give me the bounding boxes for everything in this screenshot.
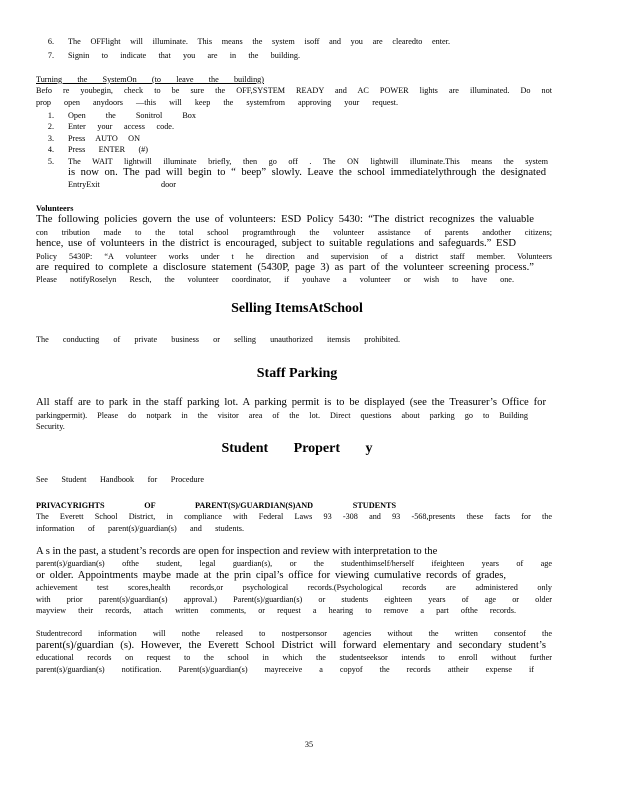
section-title: Staff Parking bbox=[256, 366, 338, 382]
paragraph-line: parent(s)/guardian(s) notification. Parent(s)/guardian(s) mayreceive a copyof the records attheir expense if bbox=[36, 664, 534, 674]
privacy-section bbox=[36, 500, 558, 534]
list-text: Press ENTER (#) bbox=[68, 145, 148, 155]
list-number: 3. bbox=[47, 133, 54, 143]
section-heading: PRIVACYRIGHTS OF PARENT(S)/GUARDIAN(S)AND STUDENTS bbox=[36, 500, 396, 510]
list-text: The OFFlight will illuminate. This means the system isoff and you are clearedto enter. bbox=[68, 37, 450, 46]
paragraph-line: The Everett School District, in compliance with Federal Laws 93 -308 and 93 -568,presents these facts for the bbox=[36, 512, 552, 522]
paragraph-line: parent(s)/guardian(s) ofthe student, legal guardian(s), or the studenthimself/herself ifeighteen years of age bbox=[36, 559, 552, 569]
paragraph-line: Studentrecord information will nothe released to nostpersonsor agencies without the written consentof the bbox=[36, 629, 552, 639]
section-title: Student Propert y bbox=[221, 441, 373, 457]
paragraph-line: All staff are to park in the staff parking lot. A parking permit is to be displayed (see the Treasurer’s Office for bbox=[36, 397, 546, 409]
list-number: 6. bbox=[47, 37, 54, 46]
paragraph-line: prop open anydoors —this will keep the systemfrom approving your request. bbox=[36, 97, 398, 107]
list-item bbox=[36, 144, 558, 155]
paragraph-line: or older. Appointments maybe made at the prin cipal’s office for viewing cumulative records of grades, bbox=[36, 569, 506, 581]
section-heading: Turning the SystemOn (to leave the building) bbox=[36, 74, 264, 84]
paragraph-line: achievement test scores,health records,or psychological records.(Psychological records are administered only bbox=[36, 583, 552, 593]
parking-section bbox=[36, 365, 558, 432]
list-text: The WAIT lightwill illuminate briefly, then go off . The ON lightwill illuminate.This means the system bbox=[68, 156, 548, 166]
document-page bbox=[36, 36, 558, 675]
list-text: Enter your access code. bbox=[68, 122, 174, 132]
paragraph-line: parkingpermit). Please do notpark in the visitor area of the lot. Direct questions about parking go to Building bbox=[36, 410, 528, 420]
volunteers-section bbox=[36, 203, 558, 286]
list-item bbox=[36, 50, 558, 61]
list-text: Press AUTO ON bbox=[68, 133, 140, 143]
section-heading: Volunteers bbox=[36, 203, 74, 213]
list-item bbox=[36, 110, 558, 121]
paragraph-line: Security. bbox=[36, 421, 65, 431]
section-title: Selling ItemsAtSchool bbox=[231, 300, 363, 316]
records-paragraph bbox=[36, 546, 558, 616]
paragraph-line: educational records on request to the school in which the studentseeksor intends to enroll without further bbox=[36, 653, 552, 663]
list-text: EntryExit door bbox=[68, 180, 176, 190]
paragraph-line: mayview their records, attach written comments, or request a hearing to remove a part ofthe records. bbox=[36, 606, 516, 615]
paragraph-line: Policy 5430P: “A volunteer works under t he direction and supervision of a district staff member. Volunteers bbox=[36, 251, 552, 261]
paragraph-line: Please notifyRoselyn Resch, the volunteer coordinator, if youhave a volunteer or wish to have one. bbox=[36, 275, 514, 285]
selling-section bbox=[36, 300, 558, 345]
list-number: 4. bbox=[47, 145, 54, 155]
list-text: is now on. The pad will begin to “ beep” slowly. Leave the school immediatelythrough the designated bbox=[68, 167, 546, 179]
paragraph-line: See Student Handbook for Procedure bbox=[36, 475, 204, 485]
paragraph-line: The following policies govern the use of volunteers: ESD Policy 5430: “The district recognizes the valuable bbox=[36, 214, 534, 226]
list-number: 5. bbox=[47, 156, 54, 166]
list-text: Signin to indicate that you are in the building. bbox=[68, 51, 300, 61]
list-text: Open the Sonitrol Box bbox=[68, 111, 196, 121]
list-item bbox=[36, 133, 558, 144]
paragraph-line: with prior parent(s)/guardian(s) approval.) Parent(s)/guardian(s) or students eighteen years of age or older bbox=[36, 594, 552, 604]
paragraph-line: Befo re youbegin, check to be sure the OFF,SYSTEM READY and AC POWER lights are illuminated. Do not bbox=[36, 86, 552, 96]
list-item bbox=[36, 121, 558, 132]
paragraph-line: A s in the past, a student’s records are open for inspection and review with interpretation to the bbox=[36, 545, 438, 557]
release-paragraph bbox=[36, 628, 558, 675]
paragraph-line: hence, use of volunteers in the district is encouraged, subject to suitable regulations and safeguards.” ESD bbox=[36, 238, 516, 250]
list-item bbox=[36, 36, 558, 47]
list-number: 1. bbox=[47, 111, 54, 121]
turning-on-section bbox=[36, 74, 558, 191]
paragraph-line: are required to complete a disclosure statement (5430P, page 3) as part of the volunteer screening process.” bbox=[36, 261, 534, 273]
top-list bbox=[36, 36, 558, 62]
property-section bbox=[36, 440, 558, 485]
paragraph-line: con tribution made to the total school programthrough the volunteer assistance of parents andother citizens; bbox=[36, 227, 552, 237]
list-number: 7. bbox=[47, 51, 54, 61]
list-number: 2. bbox=[47, 122, 54, 132]
paragraph-line: information of parent(s)/guardian(s) and students. bbox=[36, 523, 244, 533]
page-number: 35 bbox=[304, 740, 314, 749]
paragraph-line: The conducting of private business or selling unauthorized itemsis prohibited. bbox=[36, 334, 400, 344]
paragraph-line: parent(s)/guardian (s). However, the Everett School District will forward elementary and secondary student’s bbox=[36, 639, 546, 651]
list-item bbox=[36, 156, 558, 191]
